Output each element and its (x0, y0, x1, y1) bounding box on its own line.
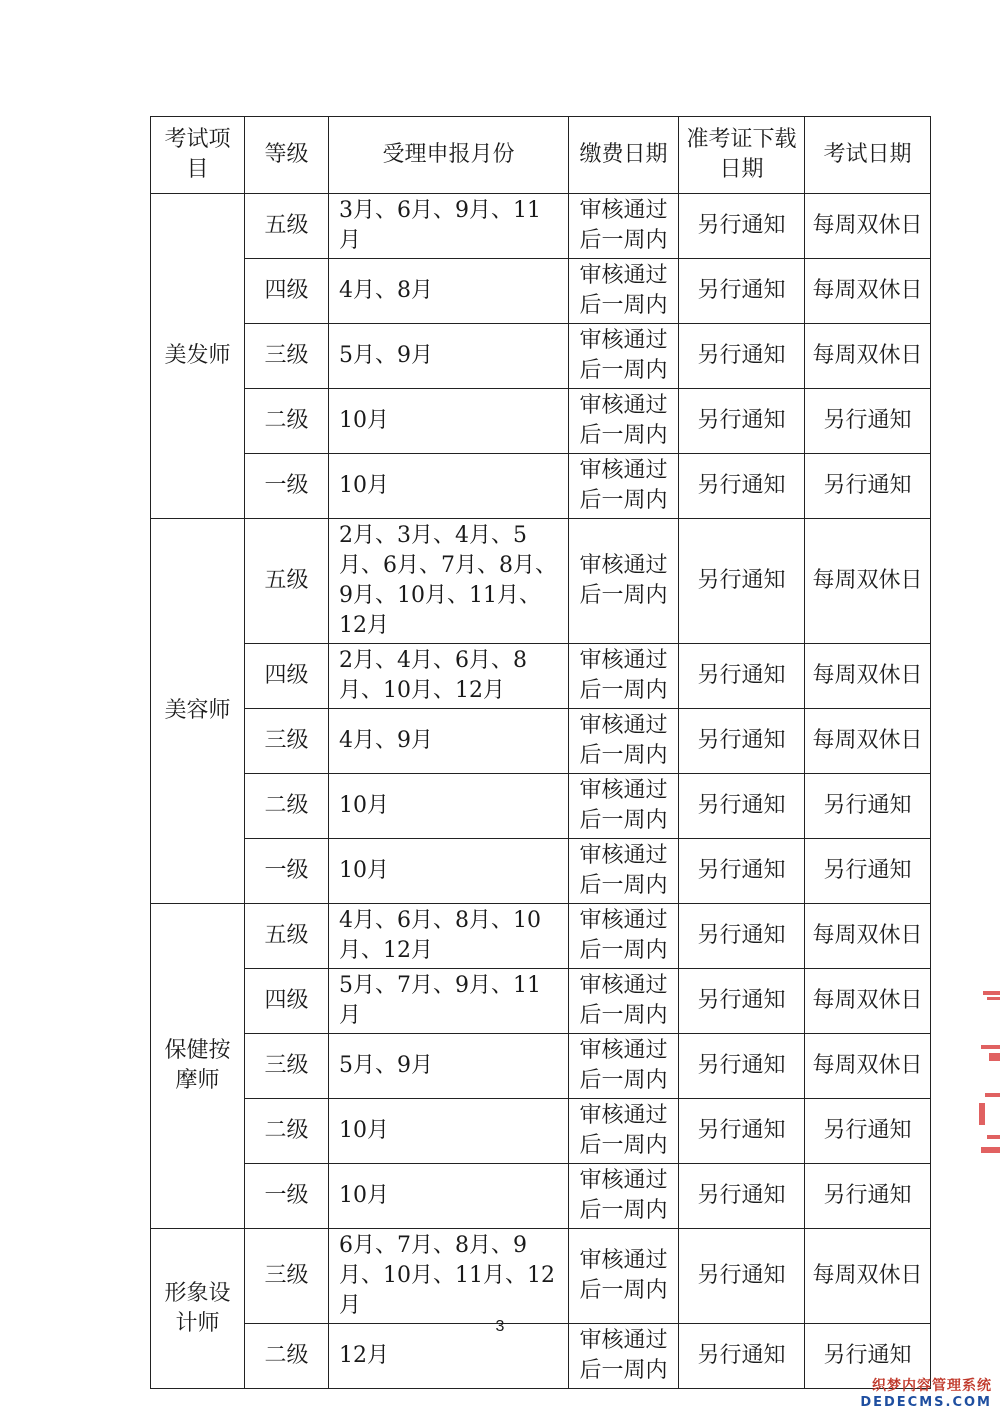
months-cell: 12月 (329, 1324, 569, 1389)
months-cell: 10月 (329, 1099, 569, 1164)
table-row (151, 259, 931, 324)
exam-date-cell: 另行通知 (805, 454, 931, 519)
table-row (151, 904, 931, 969)
payment-cell: 审核通过后一周内 (569, 259, 679, 324)
table-row (151, 194, 931, 259)
grade-cell: 三级 (245, 1034, 329, 1099)
ticket-cell: 另行通知 (679, 969, 805, 1034)
table-row (151, 1034, 931, 1099)
exam-item-cell: 保健按摩师 (151, 904, 245, 1229)
payment-cell: 审核通过后一周内 (569, 1164, 679, 1229)
header-exam-date: 考试日期 (805, 117, 931, 194)
ticket-cell: 另行通知 (679, 1099, 805, 1164)
table-row (151, 324, 931, 389)
payment-cell: 审核通过后一周内 (569, 1099, 679, 1164)
grade-cell: 三级 (245, 1229, 329, 1324)
months-cell: 5月、7月、9月、11月 (329, 969, 569, 1034)
ticket-cell: 另行通知 (679, 519, 805, 644)
exam-date-cell: 每周双休日 (805, 324, 931, 389)
grade-cell: 一级 (245, 1164, 329, 1229)
ticket-cell: 另行通知 (679, 904, 805, 969)
grade-cell: 二级 (245, 1099, 329, 1164)
months-cell: 6月、7月、8月、9月、10月、11月、12月 (329, 1229, 569, 1324)
grade-cell: 一级 (245, 839, 329, 904)
ticket-cell: 另行通知 (679, 839, 805, 904)
exam-date-cell: 每周双休日 (805, 969, 931, 1034)
months-cell: 4月、8月 (329, 259, 569, 324)
months-cell: 3月、6月、9月、11月 (329, 194, 569, 259)
table-row (151, 774, 931, 839)
months-cell: 5月、9月 (329, 324, 569, 389)
months-cell: 10月 (329, 1164, 569, 1229)
exam-date-cell: 另行通知 (805, 1324, 931, 1389)
payment-cell: 审核通过后一周内 (569, 644, 679, 709)
exam-date-cell: 另行通知 (805, 839, 931, 904)
ticket-cell: 另行通知 (679, 1229, 805, 1324)
red-seal-stamp (975, 985, 1000, 1175)
payment-cell: 审核通过后一周内 (569, 324, 679, 389)
exam-date-cell: 每周双休日 (805, 904, 931, 969)
grade-cell: 四级 (245, 259, 329, 324)
site-watermark (860, 1375, 992, 1410)
ticket-cell: 另行通知 (679, 774, 805, 839)
grade-cell: 四级 (245, 644, 329, 709)
header-grade: 等级 (245, 117, 329, 194)
months-cell: 5月、9月 (329, 1034, 569, 1099)
grade-cell: 二级 (245, 1324, 329, 1389)
ticket-cell: 另行通知 (679, 259, 805, 324)
payment-cell: 审核通过后一周内 (569, 1324, 679, 1389)
table-row (151, 454, 931, 519)
table-row (151, 389, 931, 454)
months-cell: 10月 (329, 774, 569, 839)
exam-date-cell: 另行通知 (805, 774, 931, 839)
ticket-cell: 另行通知 (679, 454, 805, 519)
exam-date-cell: 另行通知 (805, 1164, 931, 1229)
months-cell: 2月、3月、4月、5月、6月、7月、8月、9月、10月、11月、12月 (329, 519, 569, 644)
ticket-cell: 另行通知 (679, 1034, 805, 1099)
ticket-cell: 另行通知 (679, 709, 805, 774)
payment-cell: 审核通过后一周内 (569, 194, 679, 259)
exam-date-cell: 每周双休日 (805, 709, 931, 774)
grade-cell: 一级 (245, 454, 329, 519)
table-row (151, 969, 931, 1034)
payment-cell: 审核通过后一周内 (569, 454, 679, 519)
table-row (151, 1164, 931, 1229)
grade-cell: 三级 (245, 709, 329, 774)
exam-date-cell: 每周双休日 (805, 194, 931, 259)
table-row (151, 1229, 931, 1324)
months-cell: 2月、4月、6月、8月、10月、12月 (329, 644, 569, 709)
header-exam-item: 考试项目 (151, 117, 245, 194)
ticket-cell: 另行通知 (679, 324, 805, 389)
months-cell: 10月 (329, 839, 569, 904)
page-number: 3 (495, 1318, 505, 1335)
payment-cell: 审核通过后一周内 (569, 969, 679, 1034)
payment-cell: 审核通过后一周内 (569, 1229, 679, 1324)
exam-date-cell: 每周双休日 (805, 259, 931, 324)
months-cell: 4月、6月、8月、10月、12月 (329, 904, 569, 969)
table-row (151, 644, 931, 709)
watermark-en-text: DEDECMS.COM (860, 1395, 992, 1410)
header-payment-date: 缴费日期 (569, 117, 679, 194)
payment-cell: 审核通过后一周内 (569, 709, 679, 774)
table-row (151, 839, 931, 904)
grade-cell: 三级 (245, 324, 329, 389)
grade-cell: 二级 (245, 774, 329, 839)
payment-cell: 审核通过后一周内 (569, 389, 679, 454)
payment-cell: 审核通过后一周内 (569, 839, 679, 904)
ticket-cell: 另行通知 (679, 389, 805, 454)
table-row (151, 519, 931, 644)
exam-date-cell: 每周双休日 (805, 1034, 931, 1099)
watermark-cn-text: 织梦内容管理系统 (872, 1378, 992, 1394)
table-row (151, 1099, 931, 1164)
ticket-cell: 另行通知 (679, 1164, 805, 1229)
grade-cell: 五级 (245, 904, 329, 969)
header-months: 受理申报月份 (329, 117, 569, 194)
ticket-cell: 另行通知 (679, 644, 805, 709)
exam-date-cell: 每周双休日 (805, 519, 931, 644)
exam-schedule-table (150, 116, 931, 1389)
grade-cell: 二级 (245, 389, 329, 454)
payment-cell: 审核通过后一周内 (569, 519, 679, 644)
exam-date-cell: 每周双休日 (805, 1229, 931, 1324)
header-ticket-date: 准考证下载日期 (679, 117, 805, 194)
exam-item-cell: 美容师 (151, 519, 245, 904)
header-row (151, 117, 931, 194)
exam-date-cell: 每周双休日 (805, 644, 931, 709)
grade-cell: 五级 (245, 194, 329, 259)
exam-date-cell: 另行通知 (805, 1099, 931, 1164)
months-cell: 10月 (329, 389, 569, 454)
months-cell: 10月 (329, 454, 569, 519)
ticket-cell: 另行通知 (679, 1324, 805, 1389)
payment-cell: 审核通过后一周内 (569, 1034, 679, 1099)
ticket-cell: 另行通知 (679, 194, 805, 259)
exam-item-cell: 形象设计师 (151, 1229, 245, 1389)
grade-cell: 四级 (245, 969, 329, 1034)
months-cell: 4月、9月 (329, 709, 569, 774)
exam-item-cell: 美发师 (151, 194, 245, 519)
exam-date-cell: 另行通知 (805, 389, 931, 454)
payment-cell: 审核通过后一周内 (569, 904, 679, 969)
payment-cell: 审核通过后一周内 (569, 774, 679, 839)
table-row (151, 709, 931, 774)
grade-cell: 五级 (245, 519, 329, 644)
